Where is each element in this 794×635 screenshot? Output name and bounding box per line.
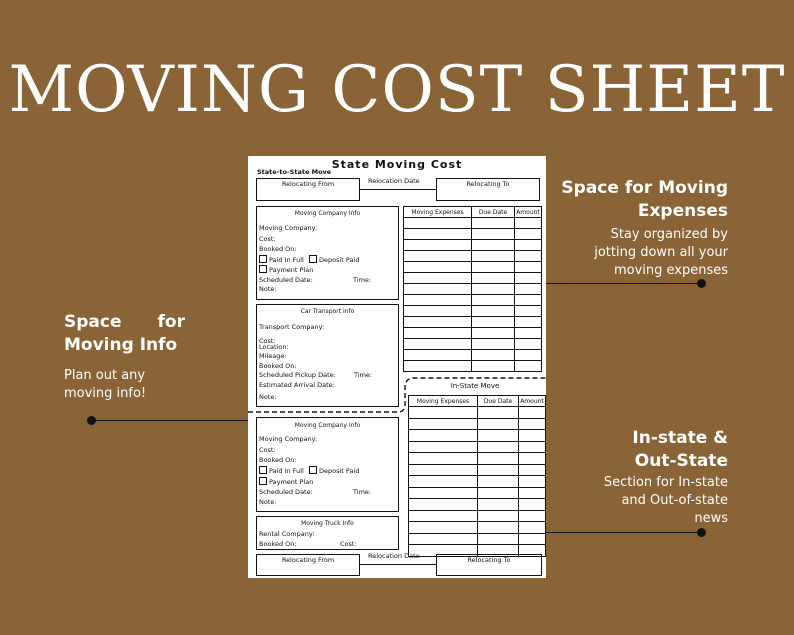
table-row (404, 262, 542, 273)
table-cell[interactable] (472, 229, 515, 240)
rental-company-field[interactable]: Rental Company: (259, 530, 315, 538)
arrival-date-field[interactable]: Estimated Arrival Date: (259, 381, 335, 389)
table-cell[interactable] (409, 430, 478, 442)
table-cell[interactable] (478, 510, 519, 522)
table-cell[interactable] (472, 361, 515, 372)
table-cell[interactable] (519, 522, 546, 534)
moving-company-info-box-2 (256, 417, 399, 512)
paid-in-full-checkbox[interactable] (259, 255, 304, 264)
instate-callout-text (604, 474, 728, 528)
table-cell[interactable] (515, 361, 542, 372)
cost-field[interactable]: Cost: (259, 446, 276, 454)
checkbox-icon (309, 466, 317, 474)
table-row (404, 317, 542, 328)
table-cell[interactable] (519, 407, 546, 419)
table-cell[interactable] (409, 464, 478, 476)
payment-plan-checkbox[interactable] (259, 265, 313, 274)
mileage-field[interactable]: Mileage: (259, 352, 287, 360)
table-row (409, 464, 546, 476)
paid-in-full-label: Paid In Full (269, 256, 304, 264)
cost-sheet (248, 156, 546, 578)
transport-company-field[interactable]: Transport Company: (259, 323, 325, 331)
table-cell[interactable] (478, 453, 519, 465)
info-callout-text (64, 367, 146, 403)
note-field[interactable]: Note: (259, 285, 277, 293)
paid-in-full-checkbox[interactable] (259, 466, 304, 475)
table-cell[interactable] (472, 328, 515, 339)
table-cell[interactable] (404, 251, 472, 262)
info-title-word: Space (64, 312, 122, 332)
table-cell[interactable] (404, 240, 472, 251)
table-cell[interactable] (478, 522, 519, 534)
table-row (404, 350, 542, 361)
table-cell[interactable] (519, 464, 546, 476)
relocating-to-label: Relocating To (466, 180, 510, 188)
info-title-line1 (64, 311, 185, 334)
info-text-line: moving info! (64, 386, 147, 401)
table-cell[interactable] (404, 361, 472, 372)
instate-title-line2: Out-State (634, 451, 728, 471)
table-cell[interactable] (472, 295, 515, 306)
location-field[interactable]: Location: (259, 343, 289, 351)
table-cell[interactable] (478, 407, 519, 419)
moving-expenses-header: Moving Expenses (409, 396, 478, 407)
table-row (409, 430, 546, 442)
scheduled-date-field[interactable]: Scheduled Date: (259, 276, 313, 284)
table-cell[interactable] (515, 350, 542, 361)
table-cell[interactable] (519, 476, 546, 488)
table-cell[interactable] (404, 328, 472, 339)
scheduled-date-field[interactable]: Scheduled Date: (259, 488, 313, 496)
table-row (404, 295, 542, 306)
table-cell[interactable] (472, 240, 515, 251)
table-cell[interactable] (515, 229, 542, 240)
table-header-row (409, 396, 546, 407)
expenses-title-line2: Expenses (637, 201, 728, 221)
deposit-paid-label: Deposit Paid (319, 256, 360, 264)
amount-header: Amount (516, 208, 540, 216)
table-row (409, 453, 546, 465)
table-cell[interactable] (404, 317, 472, 328)
table-row (404, 284, 542, 295)
instate-text-line: news (694, 511, 728, 526)
relocation-date-label: Relocation Date (368, 177, 420, 185)
table-cell[interactable] (409, 418, 478, 430)
info-title-word: for (157, 312, 185, 332)
table-cell[interactable] (404, 339, 472, 350)
table-cell[interactable] (472, 339, 515, 350)
time-field[interactable]: Time: (353, 276, 372, 284)
paid-in-full-label: Paid In Full (269, 467, 304, 475)
sheet-heading: State Moving Cost (331, 158, 463, 171)
info-pointer-dot (87, 416, 96, 425)
table-cell[interactable] (409, 533, 478, 545)
deposit-paid-label: Deposit Paid (319, 467, 360, 475)
truck-cost-field[interactable]: Cost: (340, 540, 357, 548)
table-row (404, 273, 542, 284)
info-title-line2: Moving Info (64, 335, 178, 355)
page-title: MOVING COST SHEET (8, 53, 786, 127)
table-cell[interactable] (409, 487, 478, 499)
bottom-relocating-from-box[interactable] (256, 554, 360, 576)
table-cell[interactable] (519, 418, 546, 430)
moving-truck-title: Moving Truck Info (301, 520, 354, 527)
bottom-relocating-from-label: Relocating From (281, 556, 335, 564)
relocating-from-box[interactable] (256, 178, 360, 201)
table-cell[interactable] (404, 295, 472, 306)
note-field[interactable]: Note: (259, 498, 277, 506)
table-cell[interactable] (472, 218, 515, 229)
table-cell[interactable] (404, 284, 472, 295)
table-cell[interactable] (519, 430, 546, 442)
table-row (404, 240, 542, 251)
table-row (409, 407, 546, 419)
moving-company-info-box (256, 206, 399, 300)
table-cell[interactable] (519, 487, 546, 499)
table-header-row (404, 207, 542, 218)
table-row (409, 476, 546, 488)
instate-text-line: and Out-of-state (621, 493, 728, 508)
table-cell[interactable] (404, 306, 472, 317)
table-cell[interactable] (515, 328, 542, 339)
bottom-relocation-date-line (360, 564, 436, 565)
table-row (404, 339, 542, 350)
table-cell[interactable] (409, 407, 478, 419)
moving-expenses-header: Moving Expenses (404, 207, 472, 218)
booked-on-field[interactable]: Booked On: (259, 456, 297, 464)
car-transport-title: Car Transport Info (300, 308, 355, 315)
instate-expenses-table (408, 395, 546, 557)
table-cell[interactable] (404, 350, 472, 361)
state-expenses-table (403, 206, 542, 372)
expenses-text-line: Stay organized by (610, 227, 728, 242)
expenses-callout-text (594, 226, 728, 280)
relocating-from-label: Relocating From (281, 180, 335, 188)
table-row (404, 306, 542, 317)
transport-note-field[interactable]: Note: (259, 393, 277, 401)
table-cell[interactable] (478, 418, 519, 430)
table-cell[interactable] (404, 273, 472, 284)
table-row (409, 522, 546, 534)
bottom-relocation-date-label: Relocation Date (368, 552, 420, 560)
booked-on-field[interactable]: Booked On: (259, 245, 297, 253)
table-cell[interactable] (515, 306, 542, 317)
table-row (404, 361, 542, 372)
amount-header: Amount (520, 397, 544, 405)
table-cell[interactable] (404, 229, 472, 240)
moving-truck-info-box (256, 516, 399, 550)
bottom-relocating-to-box[interactable] (436, 554, 542, 576)
due-date-header: Due Date (472, 207, 515, 218)
relocating-to-box[interactable] (436, 178, 540, 201)
deposit-paid-checkbox[interactable] (309, 466, 359, 475)
table-row (409, 499, 546, 511)
table-cell[interactable] (519, 499, 546, 511)
table-cell[interactable] (478, 499, 519, 511)
table-cell[interactable] (478, 464, 519, 476)
table-cell[interactable] (472, 306, 515, 317)
table-cell[interactable] (478, 487, 519, 499)
sheet-subheading: State-to-State Move (257, 168, 332, 176)
table-cell[interactable] (409, 476, 478, 488)
expenses-callout-title (561, 177, 728, 223)
table-cell[interactable] (472, 262, 515, 273)
table-row (404, 229, 542, 240)
table-cell[interactable] (404, 262, 472, 273)
info-callout-title (64, 311, 185, 357)
checkbox-icon (259, 477, 267, 485)
checkbox-icon (259, 255, 267, 263)
instate-pointer-dot (697, 528, 706, 537)
table-cell[interactable] (409, 499, 478, 511)
due-date-header: Due Date (478, 396, 519, 407)
table-cell[interactable] (472, 284, 515, 295)
relocation-date-line (360, 189, 436, 190)
table-cell[interactable] (409, 441, 478, 453)
table-cell[interactable] (472, 273, 515, 284)
expenses-text-line: moving expenses (613, 263, 728, 278)
transport-booked-field[interactable]: Booked On: (259, 362, 297, 370)
table-cell[interactable] (515, 262, 542, 273)
instate-title-line1: In-state & (632, 428, 728, 448)
table-cell[interactable] (515, 251, 542, 262)
pickup-date-field[interactable]: Scheduled Pickup Date: (259, 371, 336, 379)
table-cell[interactable] (515, 273, 542, 284)
info-text-line: Plan out any (64, 368, 146, 383)
checkbox-icon (309, 255, 317, 263)
table-cell[interactable] (409, 453, 478, 465)
expenses-title-line1: Space for Moving (561, 178, 728, 198)
table-row (409, 418, 546, 430)
table-row (404, 218, 542, 229)
table-cell[interactable] (519, 441, 546, 453)
payment-plan-label: Payment Plan (269, 266, 314, 274)
table-cell[interactable] (409, 510, 478, 522)
time-field[interactable]: Time: (353, 488, 372, 496)
checkbox-icon (259, 466, 267, 474)
moving-company-title: Moving Company Info (294, 422, 361, 429)
pickup-time-field[interactable]: Time: (354, 371, 373, 379)
moving-company-field[interactable]: Moving Company: (259, 224, 318, 232)
table-cell[interactable] (519, 533, 546, 545)
payment-plan-label: Payment Plan (269, 478, 314, 486)
moving-company-title: Moving Company Info (294, 210, 361, 217)
table-cell[interactable] (515, 218, 542, 229)
table-cell[interactable] (519, 453, 546, 465)
table-cell[interactable] (515, 339, 542, 350)
moving-company-field[interactable]: Moving Company: (259, 435, 318, 443)
table-cell[interactable] (478, 441, 519, 453)
table-cell[interactable] (515, 284, 542, 295)
table-row (409, 510, 546, 522)
expenses-pointer-dot (697, 279, 706, 288)
transport-cost-field[interactable]: Cost: (259, 337, 276, 345)
table-cell[interactable] (478, 533, 519, 545)
table-cell[interactable] (472, 350, 515, 361)
table-cell[interactable] (515, 240, 542, 251)
expenses-text-line: jotting down all your (594, 245, 728, 260)
table-cell[interactable] (404, 218, 472, 229)
bottom-relocating-to-label: Relocating To (467, 556, 511, 564)
table-cell[interactable] (472, 317, 515, 328)
table-cell[interactable] (478, 430, 519, 442)
instate-text-line: Section for In-state (603, 475, 728, 490)
table-cell[interactable] (515, 295, 542, 306)
table-row (409, 487, 546, 499)
deposit-paid-checkbox[interactable] (309, 255, 359, 264)
car-transport-info-box (256, 304, 399, 407)
table-cell[interactable] (515, 317, 542, 328)
table-row (404, 328, 542, 339)
table-cell[interactable] (478, 476, 519, 488)
table-cell[interactable] (409, 522, 478, 534)
table-row (409, 533, 546, 545)
table-row (404, 251, 542, 262)
table-row (409, 441, 546, 453)
table-cell[interactable] (472, 251, 515, 262)
instate-callout-title (632, 427, 728, 473)
cost-field[interactable]: Cost: (259, 235, 276, 243)
instate-title: In-State Move (450, 382, 500, 390)
checkbox-icon (259, 265, 267, 273)
payment-plan-checkbox[interactable] (259, 477, 313, 486)
table-cell[interactable] (519, 510, 546, 522)
truck-booked-field[interactable]: Booked On: (259, 540, 297, 548)
